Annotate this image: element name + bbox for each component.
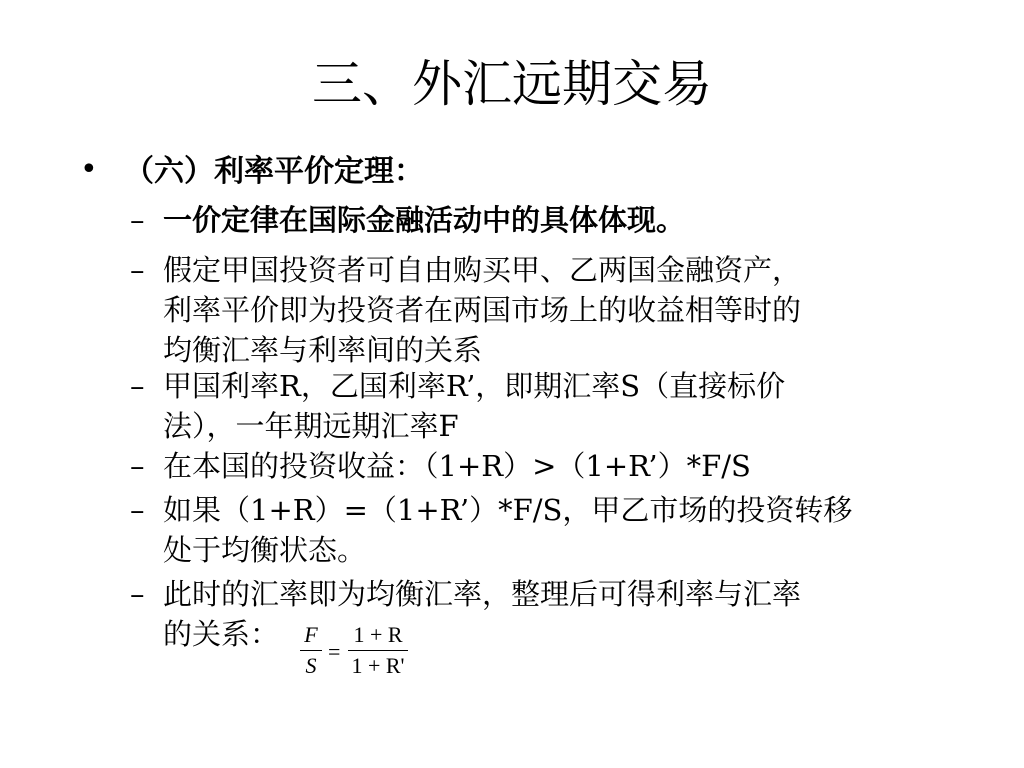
list-item-line: 处于均衡状态。 (163, 533, 367, 567)
dash-marker: – (130, 203, 145, 237)
right-denominator: 1 + R' (351, 653, 405, 678)
list-item-line: 如果（1+R）=（1+R’）*F/S，甲乙市场的投资转移 (163, 493, 853, 527)
dash-marker: – (130, 253, 145, 287)
list-item-line: 均衡汇率与利率间的关系 (163, 333, 483, 367)
fraction-bar (348, 650, 408, 651)
list-item-variables (130, 366, 930, 446)
list-item-assumption (130, 250, 930, 370)
list-item-equilibrium (130, 490, 930, 570)
list-item-line: 假定甲国投资者可自由购买甲、乙两国金融资产， (163, 253, 802, 287)
dash-marker: – (130, 369, 145, 403)
list-item-law-of-one-price (130, 200, 930, 240)
dash-marker: – (130, 577, 145, 611)
list-item-line: 此时的汇率即为均衡汇率，整理后可得利率与汇率 (163, 577, 802, 611)
list-item-domestic-return (130, 446, 930, 486)
list-item-line: 利率平价即为投资者在两国市场上的收益相等时的 (163, 293, 802, 327)
section-heading: （六）利率平价定理： (124, 154, 424, 189)
list-item-text: 一价定律在国际金融活动中的具体体现。 (163, 203, 686, 237)
dash-marker: – (130, 493, 145, 527)
fraction-bar (300, 650, 322, 651)
left-denominator: S (305, 653, 317, 678)
equals-sign: = (328, 639, 341, 664)
slide-title: 三、外汇远期交易 (312, 56, 712, 112)
left-fraction (300, 622, 322, 679)
bullet-marker: • (80, 152, 98, 187)
list-item-relationship (130, 574, 930, 654)
list-item-text: 在本国的投资收益：（1+R）>（1+R’）*F/S (163, 449, 751, 483)
left-numerator: F (304, 622, 318, 647)
list-item-line: 法），一年期远期汇率F (163, 409, 459, 443)
list-item-line: 甲国利率R，乙国利率R’，即期汇率S（直接标价 (163, 369, 786, 403)
right-numerator: 1 + R (353, 622, 403, 647)
dash-marker: – (130, 449, 145, 483)
right-fraction (348, 622, 408, 679)
list-item-line: 的关系： (163, 617, 280, 651)
